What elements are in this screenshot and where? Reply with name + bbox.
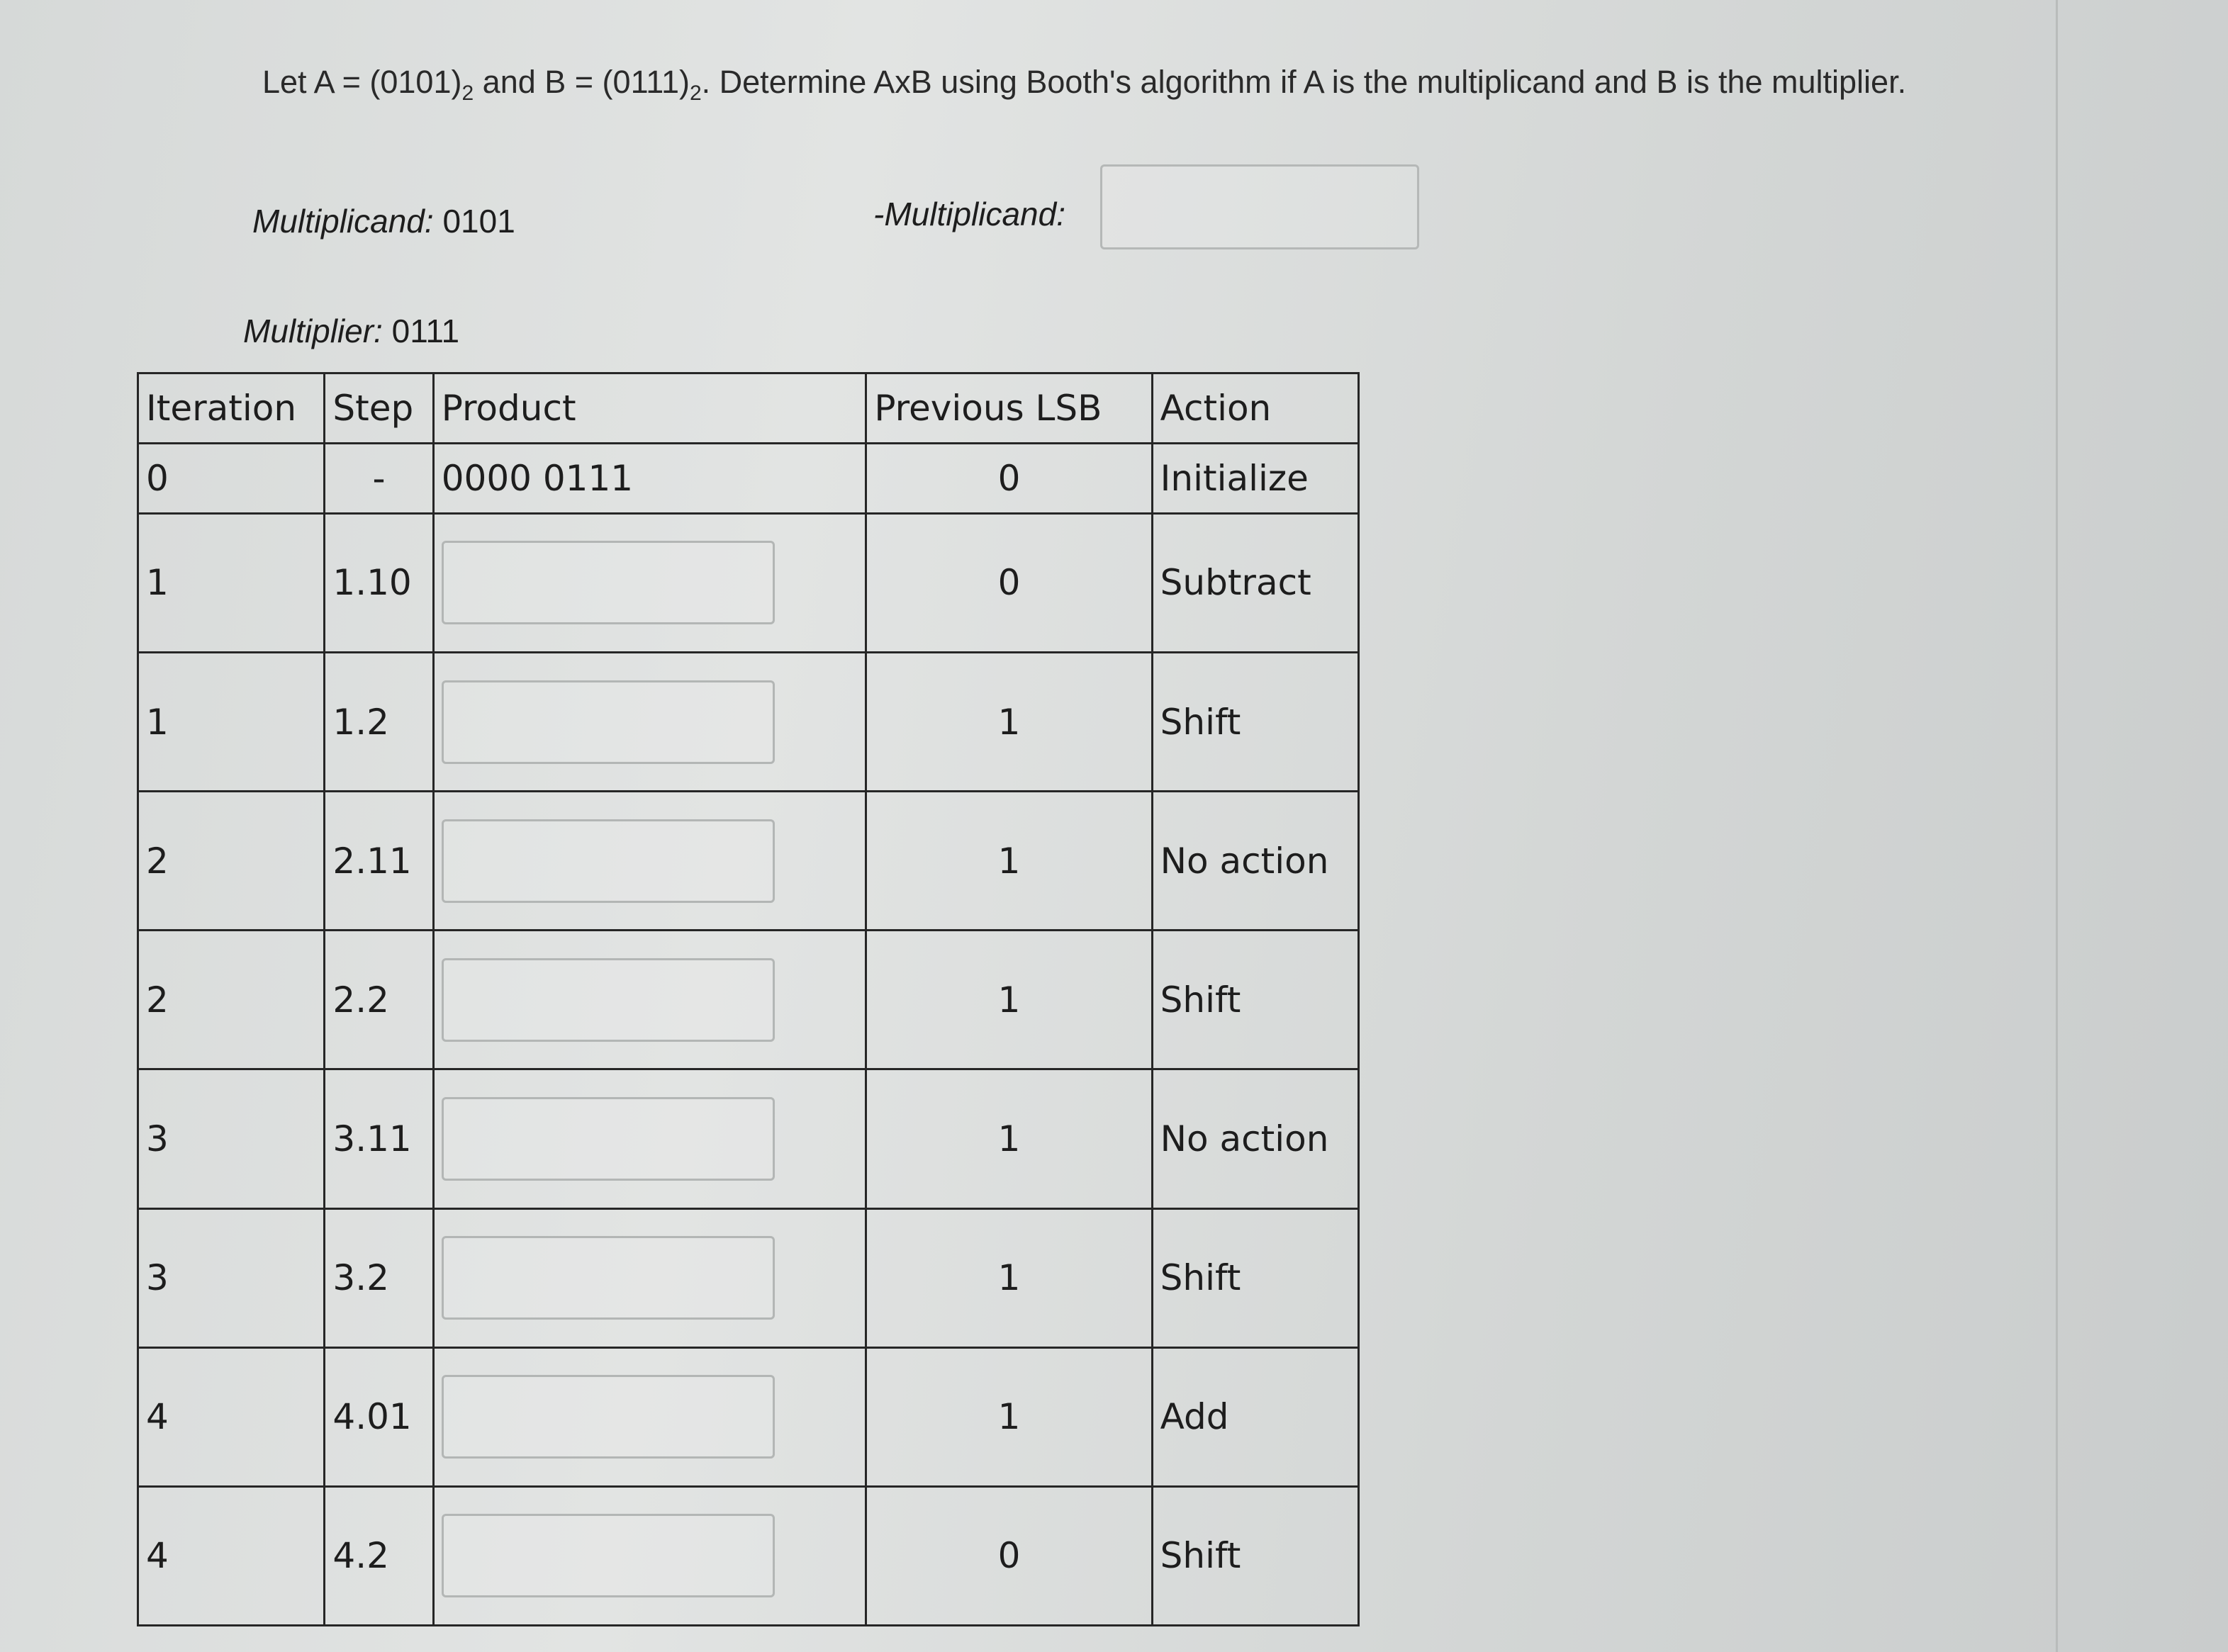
product-cell bbox=[433, 513, 866, 652]
multiplicand-value: 0101 bbox=[442, 203, 515, 240]
product-cell bbox=[433, 1347, 866, 1486]
iteration-cell: 1 bbox=[138, 513, 325, 652]
step-cell: 2.2 bbox=[325, 931, 433, 1069]
iteration-cell: 2 bbox=[138, 792, 325, 931]
product-input[interactable] bbox=[442, 1514, 775, 1597]
product-input[interactable] bbox=[442, 541, 775, 624]
table-row bbox=[138, 1486, 1359, 1625]
step-cell: 1.10 bbox=[325, 513, 433, 652]
product-cell bbox=[433, 1208, 866, 1347]
iteration-cell: 4 bbox=[138, 1486, 325, 1625]
product-input[interactable] bbox=[442, 819, 775, 903]
iteration-cell: 3 bbox=[138, 1069, 325, 1208]
action-cell: Add bbox=[1152, 1347, 1358, 1486]
multiplier-value: 0111 bbox=[391, 313, 460, 349]
table-row bbox=[138, 1208, 1359, 1347]
header-step: Step bbox=[325, 373, 433, 444]
action-cell: No action bbox=[1152, 792, 1358, 931]
iteration-cell: 3 bbox=[138, 1208, 325, 1347]
table-row bbox=[138, 1347, 1359, 1486]
neg-multiplicand-label-text: -Multiplicand bbox=[873, 196, 1057, 232]
previous-lsb-cell: 1 bbox=[866, 792, 1152, 931]
header-iteration: Iteration bbox=[138, 373, 325, 444]
product-cell bbox=[433, 931, 866, 1069]
header-product: Product bbox=[433, 373, 866, 444]
header-action: Action bbox=[1152, 373, 1358, 444]
table-row bbox=[138, 792, 1359, 931]
action-cell: Subtract bbox=[1152, 513, 1358, 652]
previous-lsb-cell: 1 bbox=[866, 1069, 1152, 1208]
product-cell bbox=[433, 653, 866, 792]
booth-table bbox=[137, 372, 1360, 1626]
table-row bbox=[138, 931, 1359, 1069]
product-cell bbox=[433, 1069, 866, 1208]
previous-lsb-cell: 1 bbox=[866, 931, 1152, 1069]
previous-lsb-cell: 1 bbox=[866, 1347, 1152, 1486]
step-cell: 3.11 bbox=[325, 1069, 433, 1208]
iteration-cell: 0 bbox=[138, 444, 325, 514]
previous-lsb-cell: 1 bbox=[866, 653, 1152, 792]
iteration-cell: 1 bbox=[138, 653, 325, 792]
step-cell: 2.11 bbox=[325, 792, 433, 931]
action-cell: Shift bbox=[1152, 1208, 1358, 1347]
action-cell: Shift bbox=[1152, 1486, 1358, 1625]
product-input[interactable] bbox=[442, 1375, 775, 1459]
step-cell: 4.01 bbox=[325, 1347, 433, 1486]
iteration-cell: 4 bbox=[138, 1347, 325, 1486]
iteration-cell: 2 bbox=[138, 931, 325, 1069]
multiplicand-label: Multiplicand: 0101 bbox=[252, 203, 515, 240]
neg-multiplicand-label: -Multiplicand: bbox=[873, 196, 1065, 232]
previous-lsb-cell: 0 bbox=[866, 1486, 1152, 1625]
table-header-row bbox=[138, 373, 1359, 444]
previous-lsb-cell: 1 bbox=[866, 1208, 1152, 1347]
multiplier-label: Multiplier: 0111 bbox=[243, 313, 460, 349]
product-value: 0000 0111 bbox=[433, 444, 866, 514]
step-cell: 4.2 bbox=[325, 1486, 433, 1625]
product-input[interactable] bbox=[442, 958, 775, 1042]
question-text bbox=[262, 50, 1999, 126]
action-cell: Shift bbox=[1152, 931, 1358, 1069]
step-cell: - bbox=[325, 444, 433, 514]
product-input[interactable] bbox=[442, 680, 775, 764]
multiplicand-label-text: Multiplicand bbox=[252, 203, 425, 240]
previous-lsb-cell: 0 bbox=[866, 444, 1152, 514]
multiplier-label-text: Multiplier bbox=[243, 313, 374, 349]
question-part-c: . Determine AxB using Booth's algorithm if A is the multiplicand and B is the multiplier. bbox=[701, 64, 1907, 100]
neg-multiplicand-input[interactable] bbox=[1100, 164, 1419, 249]
step-cell: 1.2 bbox=[325, 653, 433, 792]
action-cell: Initialize bbox=[1152, 444, 1358, 514]
table-row bbox=[138, 653, 1359, 792]
question-part-b: and B = (0111) bbox=[474, 64, 690, 100]
previous-lsb-cell: 0 bbox=[866, 513, 1152, 652]
table-row bbox=[138, 444, 1359, 514]
base-subscript: 2 bbox=[461, 82, 474, 105]
product-cell bbox=[433, 792, 866, 931]
base-subscript: 2 bbox=[689, 82, 702, 105]
product-input[interactable] bbox=[442, 1236, 775, 1320]
question-part-a: Let A = (0101) bbox=[262, 64, 462, 100]
action-cell: Shift bbox=[1152, 653, 1358, 792]
action-cell: No action bbox=[1152, 1069, 1358, 1208]
header-previous-lsb: Previous LSB bbox=[866, 373, 1152, 444]
table-row bbox=[138, 513, 1359, 652]
table-row bbox=[138, 1069, 1359, 1208]
product-input[interactable] bbox=[442, 1097, 775, 1181]
product-cell bbox=[433, 1486, 866, 1625]
step-cell: 3.2 bbox=[325, 1208, 433, 1347]
